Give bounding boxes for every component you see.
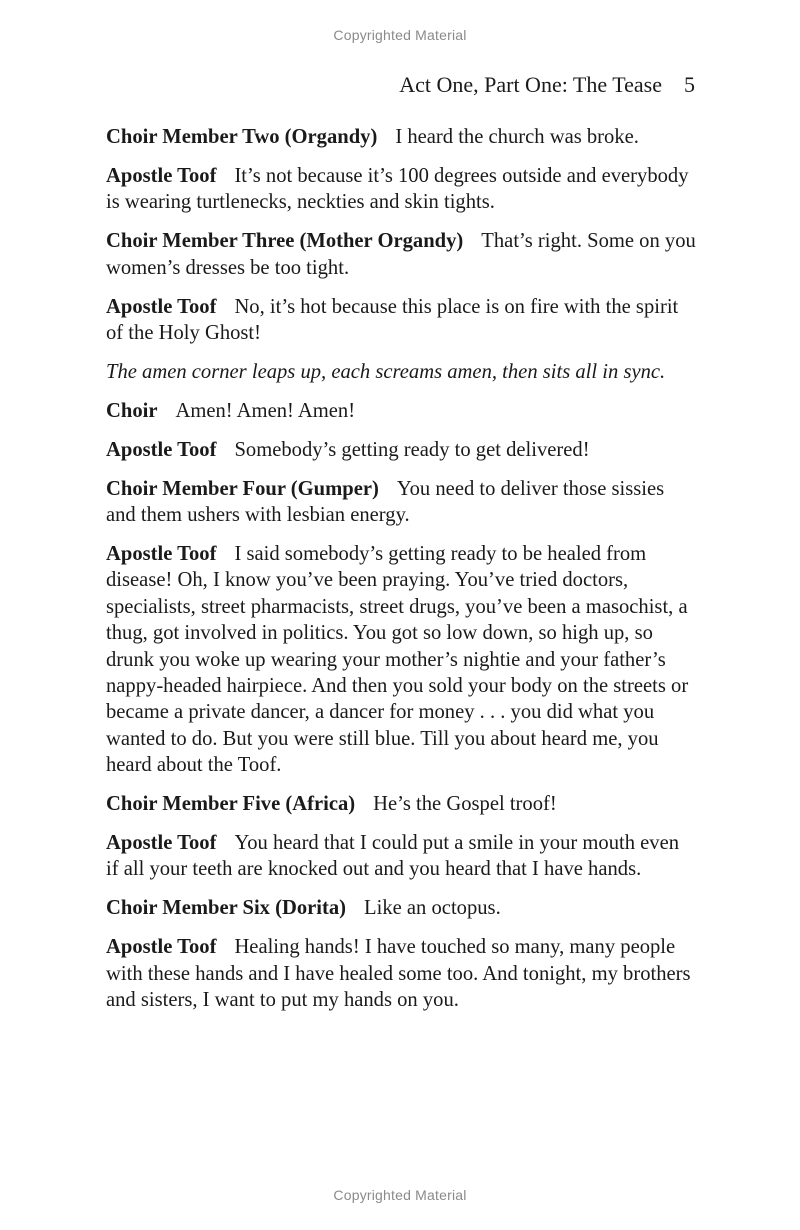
speaker-name: Choir Member Five (Africa) (106, 793, 356, 816)
page-number: 5 (684, 72, 695, 97)
speaker-name: Choir Member Two (Organdy) (106, 126, 378, 148)
dialogue-line (106, 830, 696, 883)
dialogue-text: No, it’s hot because this place is on fire with the spirit of the Holy Ghost! (106, 295, 679, 344)
dialogue-line (106, 163, 696, 216)
speaker-name: Apostle Toof (106, 542, 217, 565)
dialogue-line (106, 895, 696, 921)
dialogue-line (106, 934, 696, 1013)
dialogue-line (106, 541, 696, 779)
dialogue-text: Healing hands! I have touched so many, many people with these hands and I have healed some too. And tonight, my brothers and sisters, I want to put my hands on you. (106, 936, 691, 1011)
dialogue-line (106, 228, 696, 281)
speaker-name: Apostle Toof (106, 936, 217, 959)
speaker-name: Apostle Toof (106, 164, 217, 187)
script-body (106, 124, 696, 1026)
speaker-name: Apostle Toof (106, 831, 217, 854)
dialogue-text: He’s the Gospel troof! (373, 793, 557, 816)
dialogue-text: It’s not because it’s 100 degrees outside and everybody is wearing turtlenecks, neckties and skin tights. (106, 164, 689, 214)
dialogue-text: That’s right. Some on you women’s dresses be too tight. (106, 230, 696, 279)
dialogue-line (106, 476, 696, 529)
dialogue-line (106, 294, 696, 347)
dialogue-line (106, 398, 696, 424)
speaker-name: Choir Member Six (Dorita) (106, 897, 347, 920)
speaker-name: Choir (106, 399, 158, 422)
dialogue-text: I heard the church was broke. (395, 126, 639, 148)
running-head (399, 72, 695, 98)
dialogue-line (106, 437, 696, 463)
dialogue-text: Amen! Amen! Amen! (175, 399, 356, 422)
dialogue-text: I said somebody’s getting ready to be healed from disease! Oh, I know you’ve been praying. You’ve tried doctors, specialists, street pharmacists, street drugs, you’ve been a masochist, a thug, got involved in politics. You got so low down, so high up, so drunk you woke up wearing your mother’s nightie and your father’s nappy-headed hairpiece. And then you sold your body on the streets or became a private dancer, a dancer for money . . . you did what you wanted to do. But you were still blue. Till you about heard me, you heard about the Toof. (106, 542, 689, 777)
copyright-watermark-top: Copyrighted Material (333, 27, 467, 43)
dialogue-line (106, 791, 696, 817)
dialogue-text: You need to deliver those sissies and them ushers with lesbian energy. (106, 477, 665, 526)
dialogue-text: Like an octopus. (364, 897, 501, 920)
speaker-name: Choir Member Three (Mother Organdy) (106, 230, 464, 253)
speaker-name: Apostle Toof (106, 295, 217, 318)
stage-direction: The amen corner leaps up, each screams amen, then sits all in sync. (106, 360, 666, 383)
dialogue-text: Somebody’s getting ready to get delivered! (234, 438, 590, 461)
copyright-watermark-bottom: Copyrighted Material (333, 1187, 467, 1203)
dialogue-text: You heard that I could put a smile in your mouth even if all your teeth are knocked out and you heard that I have hands. (106, 831, 680, 881)
dialogue-line (106, 124, 696, 150)
running-head-title: Act One, Part One: The Tease (399, 72, 662, 97)
speaker-name: Apostle Toof (106, 438, 217, 461)
speaker-name: Choir Member Four (Gumper) (106, 477, 379, 500)
